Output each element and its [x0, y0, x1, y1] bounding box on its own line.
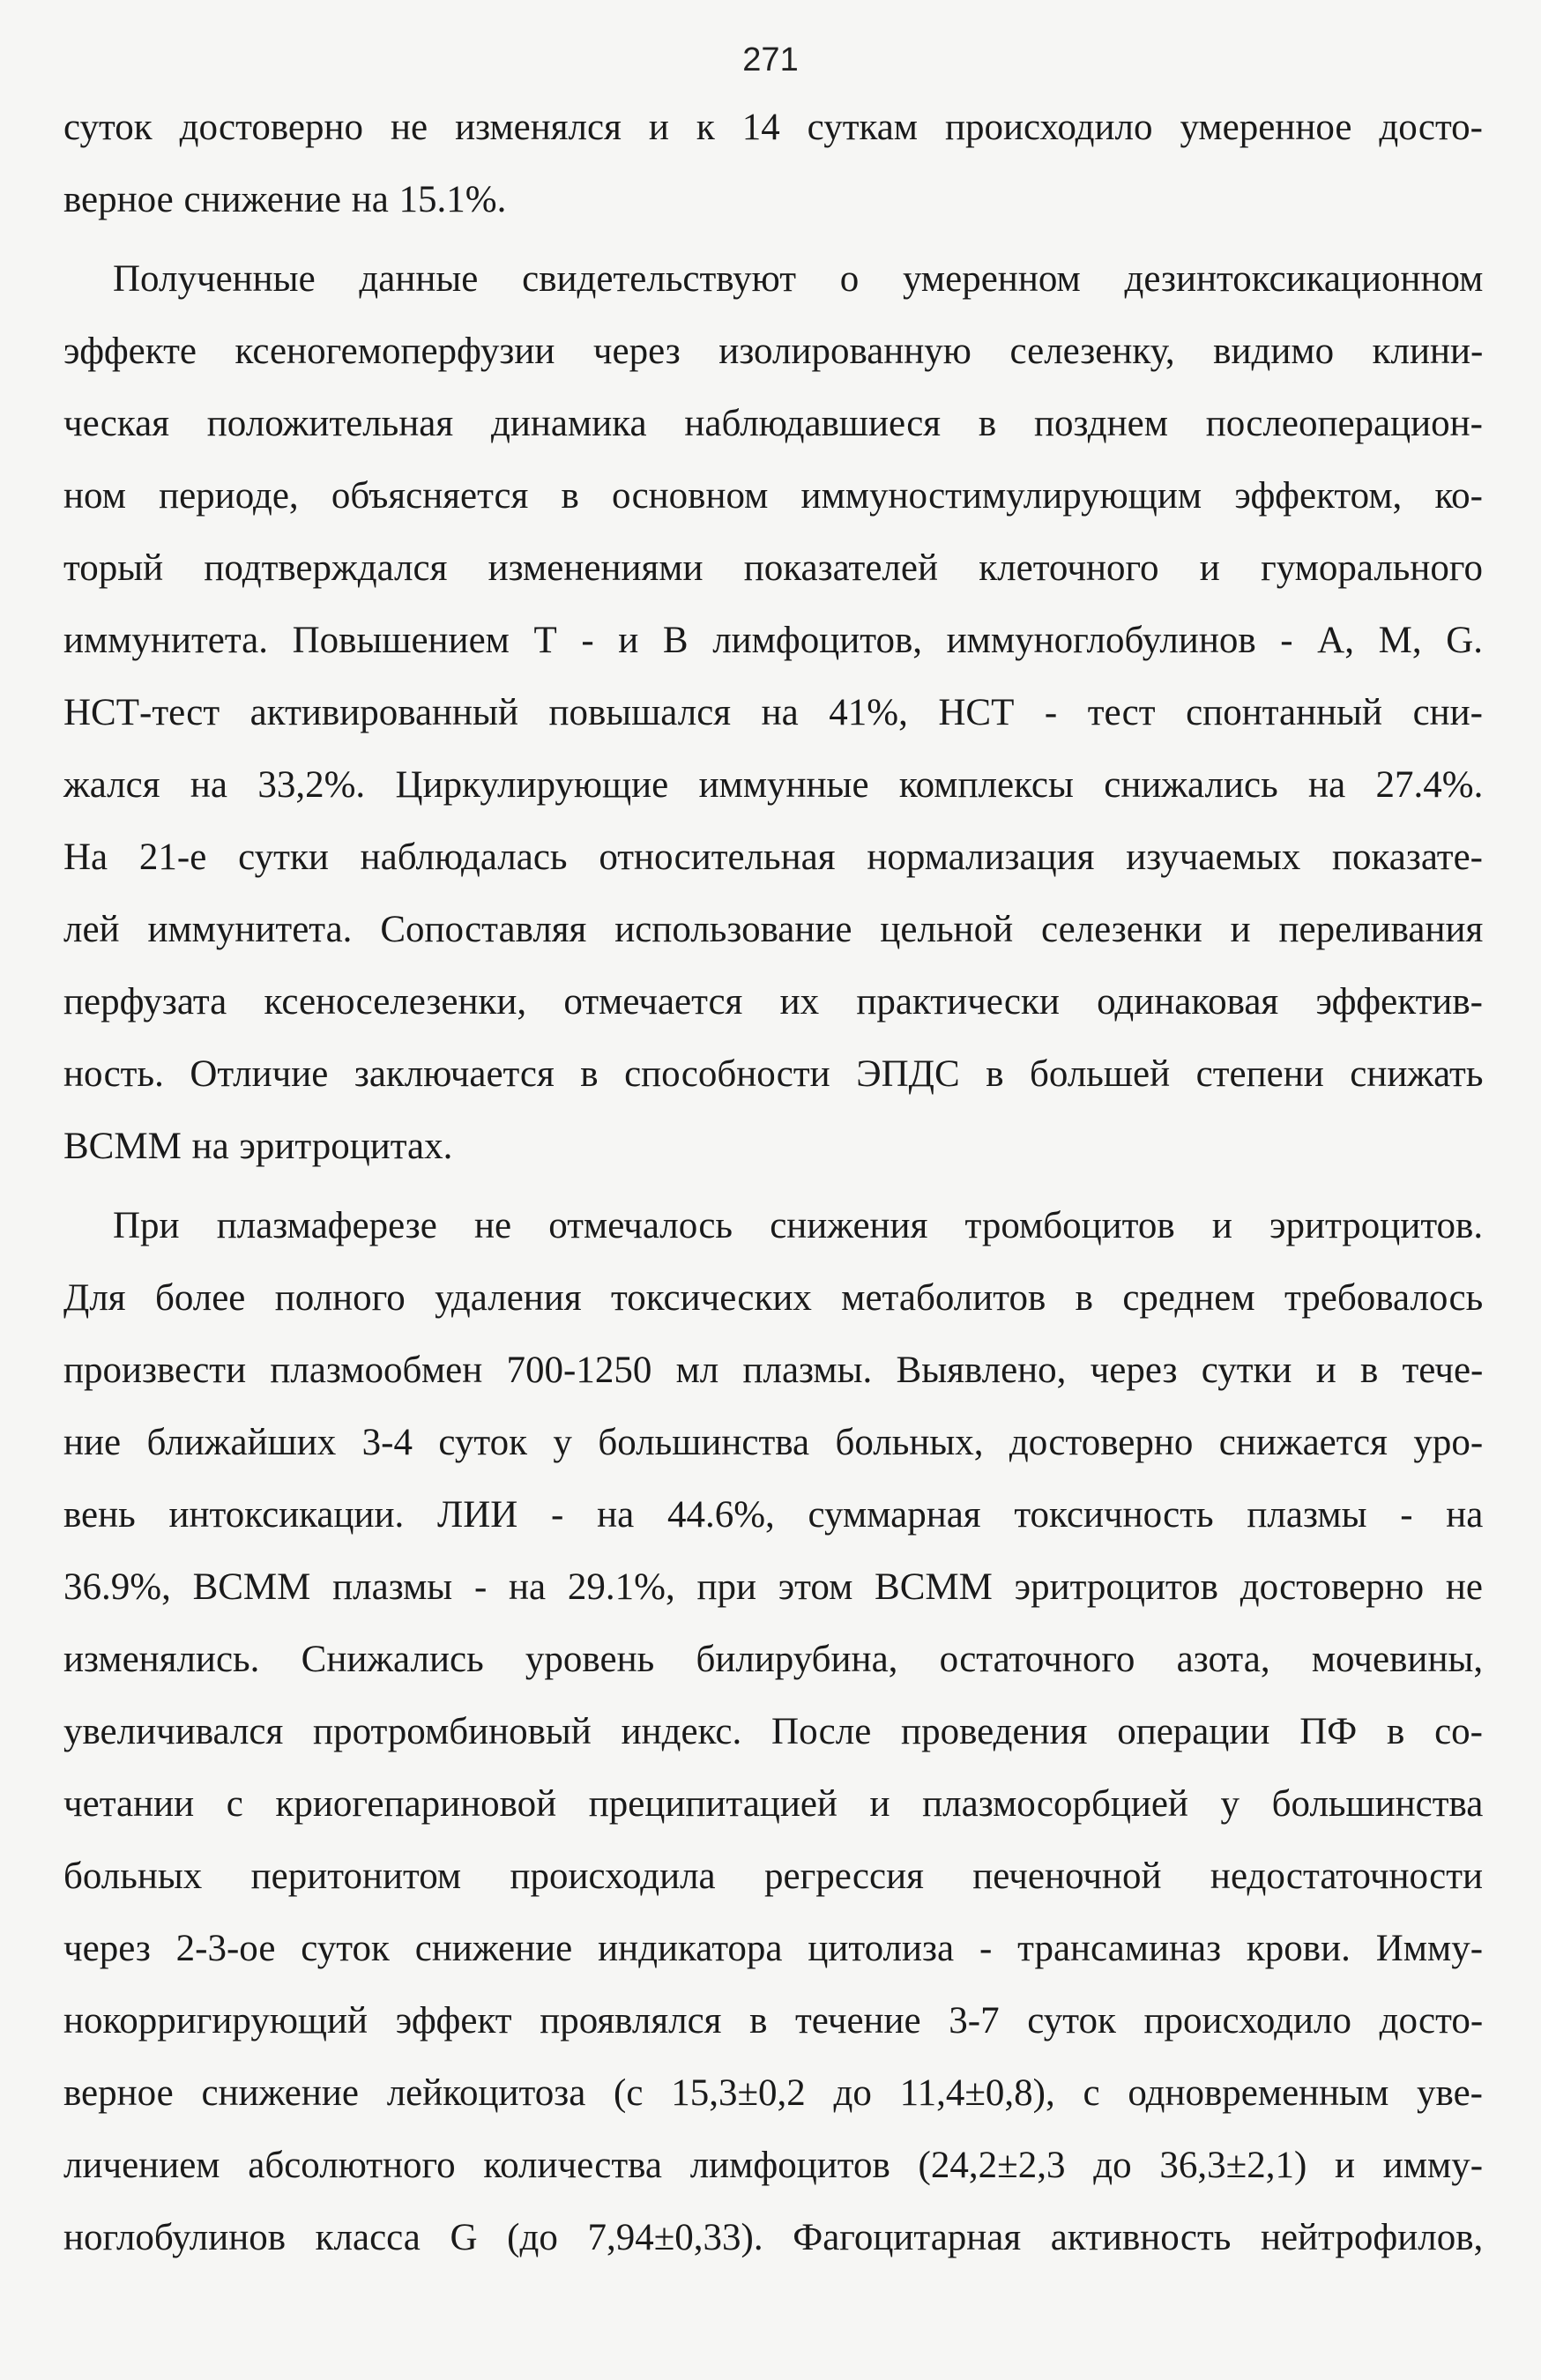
text-line: суток достоверно не изменялся и к 14 суткам происходило умеренное досто-	[63, 107, 1483, 148]
text-line: нокорригирующий эффект проявлялся в течение 3-7 суток происходило досто-	[63, 2000, 1484, 2042]
text-line: ние ближайших 3-4 суток у большинства больных, достоверно снижается уро-	[63, 1422, 1484, 1463]
text-line: лей иммунитета. Сопоставляя использование цельной селезенки и переливания	[63, 909, 1484, 950]
text-line: На 21-е сутки наблюдалась относительная нормализация изучаемых показате-	[63, 837, 1483, 878]
text-line: верное снижение на 15.1%.	[63, 179, 507, 220]
text-line: При плазмаферезе не отмечалось снижения тромбоцитов и эритроцитов.	[113, 1205, 1484, 1246]
text-line: личением абсолютного количества лимфоцитов (24,2±2,3 до 36,3±2,1) и имму-	[63, 2145, 1484, 2186]
paragraph-1	[63, 92, 1483, 243]
text-line: ноглобулинов класса G (до 7,94±0,33). Фагоцитарная активность нейтрофилов,	[63, 2217, 1484, 2258]
paragraph-2	[63, 243, 1483, 1190]
text-line: Полученные данные свидетельствуют о умеренном дезинтоксикационном	[113, 258, 1484, 300]
page-number: 271	[742, 41, 799, 78]
text-line: иммунитета. Повышением Т - и В лимфоцитов, иммуноглобулинов - А, М, G.	[63, 620, 1483, 661]
text-line: 36.9%, ВСММ плазмы - на 29.1%, при этом ВСММ эритроцитов достоверно не	[63, 1566, 1483, 1608]
text-line: ВСММ на эритроцитах.	[63, 1126, 453, 1167]
text-line: четании с криогепариновой преципитацией и плазмосорбцией у большинства	[63, 1783, 1484, 1825]
text-line: ном периоде, объясняется в основном иммуностимулирующим эффектом, ко-	[63, 475, 1483, 517]
text-line: верное снижение лейкоцитоза (с 15,3±0,2 до 11,4±0,8), с одновременным уве-	[63, 2072, 1483, 2114]
text-line: НСТ-тест активированный повышался на 41%, НСТ - тест спонтанный сни-	[63, 692, 1483, 733]
text-line: эффекте ксеногемоперфузии через изолированную селезенку, видимо клини-	[63, 331, 1484, 372]
text-line: вень интоксикации. ЛИИ - на 44.6%, суммарная токсичность плазмы - на	[63, 1494, 1484, 1536]
text-line: изменялись. Снижались уровень билирубина, остаточного азота, мочевины,	[63, 1639, 1484, 1680]
text-line: произвести плазмообмен 700-1250 мл плазмы. Выявлено, через сутки и в тече-	[63, 1350, 1484, 1391]
text-line: увеличивался протромбиновый индекс. После проведения операции ПФ в со-	[63, 1711, 1483, 1752]
text-line: ность. Отличие заключается в способности ЭПДС в большей степени снижать	[63, 1053, 1484, 1095]
text-line: ческая положительная динамика наблюдавшиеся в позднем послеоперацион-	[63, 403, 1483, 444]
paragraph-3	[63, 1190, 1483, 2274]
text-line: торый подтверждался изменениями показателей клеточного и гуморального	[63, 547, 1483, 589]
text-line: больных перитонитом происходила регрессия печеночной недостаточности	[63, 1856, 1483, 1897]
body-text	[63, 92, 1483, 2274]
text-line: через 2-3-ое суток снижение индикатора цитолиза - трансаминаз крови. Имму-	[63, 1928, 1484, 1969]
text-line: перфузата ксеноселезенки, отмечается их практически одинаковая эффектив-	[63, 981, 1483, 1023]
text-line: Для более полного удаления токсических метаболитов в среднем требовалось	[63, 1277, 1484, 1319]
text-line: жался на 33,2%. Циркулирующие иммунные комплексы снижались на 27.4%.	[63, 764, 1484, 806]
